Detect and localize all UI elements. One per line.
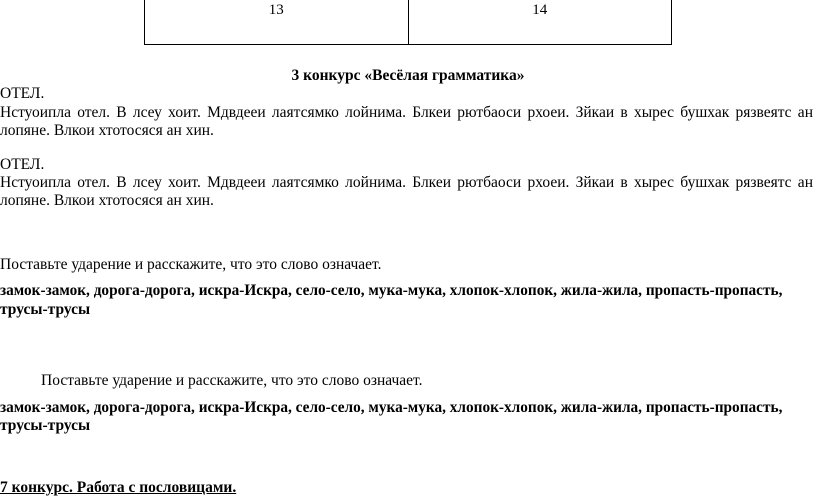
block2-line1: Нстуоипла отел. В лсеу хоит. Мдвдееи лаятсямко лойнима. Блкеи рютбаоси рхоеи. Зйкаи в хырес бушхак рязвеятс ан — [0, 174, 813, 191]
task2-instruction: Поставьте ударение и расскажите, что это слово означает. — [41, 372, 423, 389]
section-3-title: 3 конкурс «Весёлая грамматика» — [291, 67, 525, 84]
answer-table — [144, 0, 672, 45]
section-7-title: 7 конкурс. Работа с пословицами. — [0, 479, 237, 496]
task1-words-line1: замок-замок, дорога-дорога, искра-Искра, село-село, мука-мука, хлопок-хлопок, жила-жила, пропасть-пропасть, — [0, 282, 783, 299]
task1-instruction: Поставьте ударение и расскажите, что это слово означает. — [0, 256, 382, 273]
task2-words-line2: трусы-трусы — [0, 417, 91, 434]
table-row — [145, 0, 672, 44]
task2-words-line1: замок-замок, дорога-дорога, искра-Искра, село-село, мука-мука, хлопок-хлопок, жила-жила, пропасть-пропасть, — [0, 399, 783, 416]
block2-heading: ОТЕЛ. — [0, 156, 45, 173]
block1-line2: лопяне. Влкои хтотосяся ан хин. — [0, 122, 214, 139]
block1-heading: ОТЕЛ. — [0, 85, 45, 102]
task1-words-line2: трусы-трусы — [0, 301, 91, 318]
block2-line2: лопяне. Влкои хтотосяся ан хин. — [0, 192, 214, 209]
table-cell: 14 — [408, 0, 672, 44]
table-cell: 13 — [145, 0, 409, 44]
block1-line1: Нстуоипла отел. В лсеу хоит. Мдвдееи лаятсямко лойнима. Блкеи рютбаоси рхоеи. Зйкаи в хырес бушхак рязвеятс ан — [0, 104, 813, 121]
